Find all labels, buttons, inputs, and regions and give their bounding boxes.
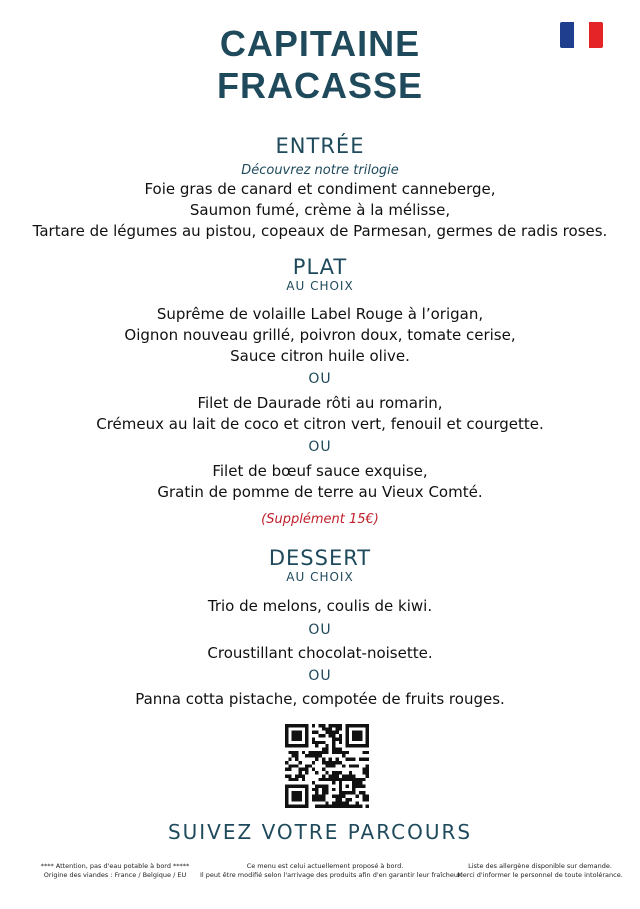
plat-line: Filet de bœuf sauce exquise, [212, 462, 428, 480]
footer-text: Origine des viandes : France / Belgique / EU [43, 871, 187, 879]
dessert-ou-2: OU [308, 668, 332, 684]
entree-intro: Découvrez notre trilogie [241, 163, 399, 178]
plat-ou-1: OU [308, 371, 332, 387]
footer-text: Ce menu est celui actuellement proposé à bord. [246, 862, 404, 870]
dessert-subtitle: AU CHOIX [286, 570, 354, 584]
plat-section [0, 255, 640, 293]
flag-blue-stripe [560, 22, 574, 48]
french-flag-icon[interactable] [560, 22, 603, 48]
plat-line: Oignon nouveau grillé, poivron doux, tomate cerise, [124, 326, 516, 344]
dessert-section [0, 546, 640, 584]
restaurant-title-line2: FRACASSE [216, 65, 424, 106]
plat-option-2 [0, 393, 640, 435]
plat-option-3 [0, 461, 640, 503]
footer-text: Merci d'informer le personnel de toute intolérance. [457, 871, 623, 879]
dessert-ou-1: OU [308, 622, 332, 638]
supplement-note: (Supplément 15€) [261, 512, 379, 527]
footer-text: Il peut être modifié selon l'arrivage des produits afin d'en garantir leur fraîcheur. [200, 871, 463, 879]
footer-center [200, 862, 463, 880]
plat-line: Crémeux au lait de coco et citron vert, fenouil et courgette. [96, 415, 544, 433]
footer-text: **** Attention, pas d'eau potable à bord ***** [40, 862, 190, 870]
footer-right [450, 862, 630, 880]
qr-code-icon[interactable] [285, 724, 369, 808]
dessert-option-3: Panna cotta pistache, compotée de fruits rouges. [135, 690, 505, 708]
plat-option-1 [0, 304, 640, 367]
plat-line: Filet de Daurade rôti au romarin, [197, 394, 443, 412]
follow-your-journey-link[interactable]: SUIVEZ VOTRE PARCOURS [167, 820, 473, 844]
plat-subtitle: AU CHOIX [286, 279, 354, 293]
flag-white-stripe [574, 22, 588, 48]
entree-section [0, 134, 640, 242]
restaurant-title-line1: CAPITAINE [219, 23, 421, 64]
plat-title: PLAT [292, 255, 348, 279]
plat-ou-2: OU [308, 439, 332, 455]
plat-line: Suprême de volaille Label Rouge à l’origan, [156, 305, 484, 323]
plat-line: Gratin de pomme de terre au Vieux Comté. [157, 483, 483, 501]
footer-text: Liste des allergène disponible sur demande. [468, 862, 612, 870]
dessert-option-2: Croustillant chocolat-noisette. [207, 644, 433, 662]
dessert-option-1: Trio de melons, coulis de kiwi. [207, 597, 433, 615]
flag-red-stripe [589, 22, 603, 48]
plat-line: Sauce citron huile olive. [230, 347, 410, 365]
entree-title: ENTRÉE [275, 134, 365, 158]
footer-left [30, 862, 200, 880]
entree-line: Foie gras de canard et condiment canneberge, [144, 180, 496, 198]
entree-line: Tartare de légumes au pistou, copeaux de Parmesan, germes de radis roses. [32, 222, 608, 240]
entree-line: Saumon fumé, crème à la mélisse, [189, 201, 451, 219]
dessert-title: DESSERT [268, 546, 372, 570]
